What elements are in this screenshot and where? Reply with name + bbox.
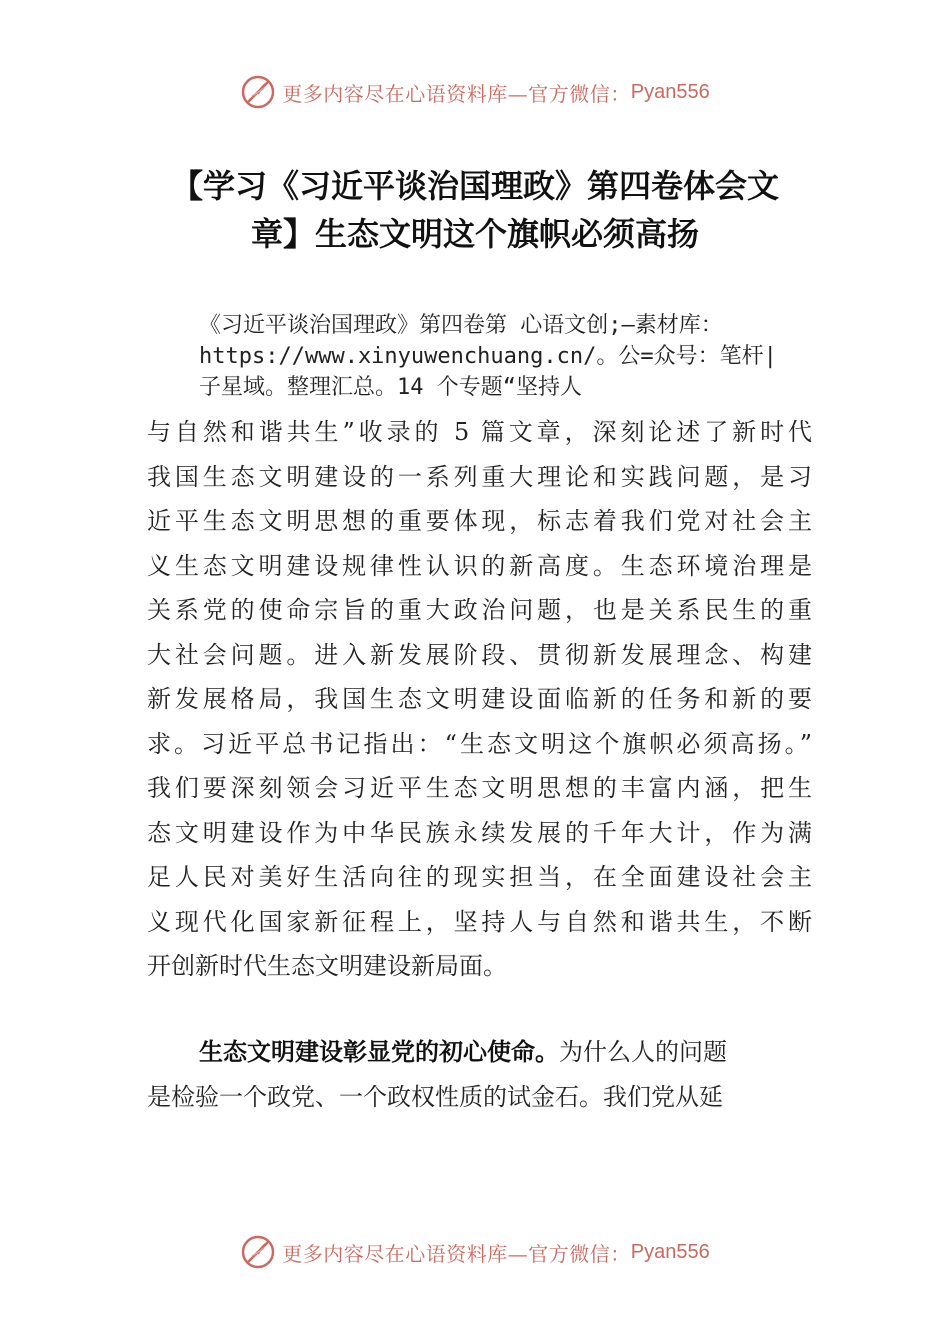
body-paragraph: [147, 410, 812, 989]
body-line: 新发展格局，我国生态文明建设面临新的任务和新的要: [147, 685, 812, 713]
document-title: [100, 162, 850, 258]
quill-logo-icon: [240, 1234, 276, 1270]
section-line-1-rest: 为什么人的问题: [559, 1038, 727, 1066]
intro-line-2: https://www.xinyuwenchuang.cn/。公=众号：笔杆|: [199, 344, 777, 369]
banner-wechat-id: Pyan556: [630, 1240, 710, 1263]
footer-watermark: [0, 1232, 950, 1272]
title-line-1: 【学习《习近平谈治国理政》第四卷体会文: [170, 167, 779, 205]
section-heading: 生态文明建设彰显党的初心使命。: [199, 1038, 559, 1066]
body-line: 义现代化国家新征程上，坚持人与自然和谐共生，不断: [147, 907, 812, 936]
body-line: 关系党的使命宗旨的重大政治问题，也是关系民生的重: [147, 596, 812, 624]
body-line: 我们要深刻领会习近平生态文明思想的丰富内涵，把生: [147, 774, 812, 802]
header-watermark: [0, 72, 950, 112]
intro-block: [147, 310, 887, 403]
body-line: 开创新时代生态文明建设新局面。: [147, 952, 507, 980]
section-first-line: [147, 1030, 812, 1075]
body-line: 近平生态文明思想的重要体现，标志着我们党对社会主: [147, 507, 812, 535]
body-line: 态文明建设作为中华民族永续发展的千年大计，作为满: [147, 818, 812, 847]
banner-wechat-id: Pyan556: [630, 80, 710, 103]
section-paragraph: [147, 1030, 812, 1119]
body-line: 大社会问题。进入新发展阶段、贯彻新发展理念、构建: [147, 640, 812, 669]
body-line: 与自然和谐共生”收录的 5 篇文章，深刻论述了新时代: [147, 418, 812, 446]
title-line-2: 章】生态文明这个旗帜必须高扬: [250, 215, 699, 253]
body-line: 我国生态文明建设的一系列重大理论和实践问题，是习: [147, 462, 812, 491]
banner-text: 更多内容尽在心语资料库—官方微信：: [282, 81, 631, 106]
quill-logo-icon: [240, 74, 276, 110]
intro-line-1: 《习近平谈治国理政》第四卷第 心语文创;—素材库：: [199, 313, 723, 338]
body-line: 求。习近平总书记指出：“生态文明这个旗帜必须高扬。”: [147, 729, 812, 758]
banner-text: 更多内容尽在心语资料库—官方微信：: [282, 1241, 631, 1266]
section-line-2: 是检验一个政党、一个政权性质的试金石。我们党从延: [147, 1082, 723, 1111]
body-line: 足人民对美好生活向往的现实担当，在全面建设社会主: [147, 863, 812, 891]
body-line: 义生态文明建设规律性认识的新高度。生态环境治理是: [147, 551, 812, 580]
intro-line-3: 子星域。整理汇总。14 个专题“坚持人: [199, 375, 582, 400]
